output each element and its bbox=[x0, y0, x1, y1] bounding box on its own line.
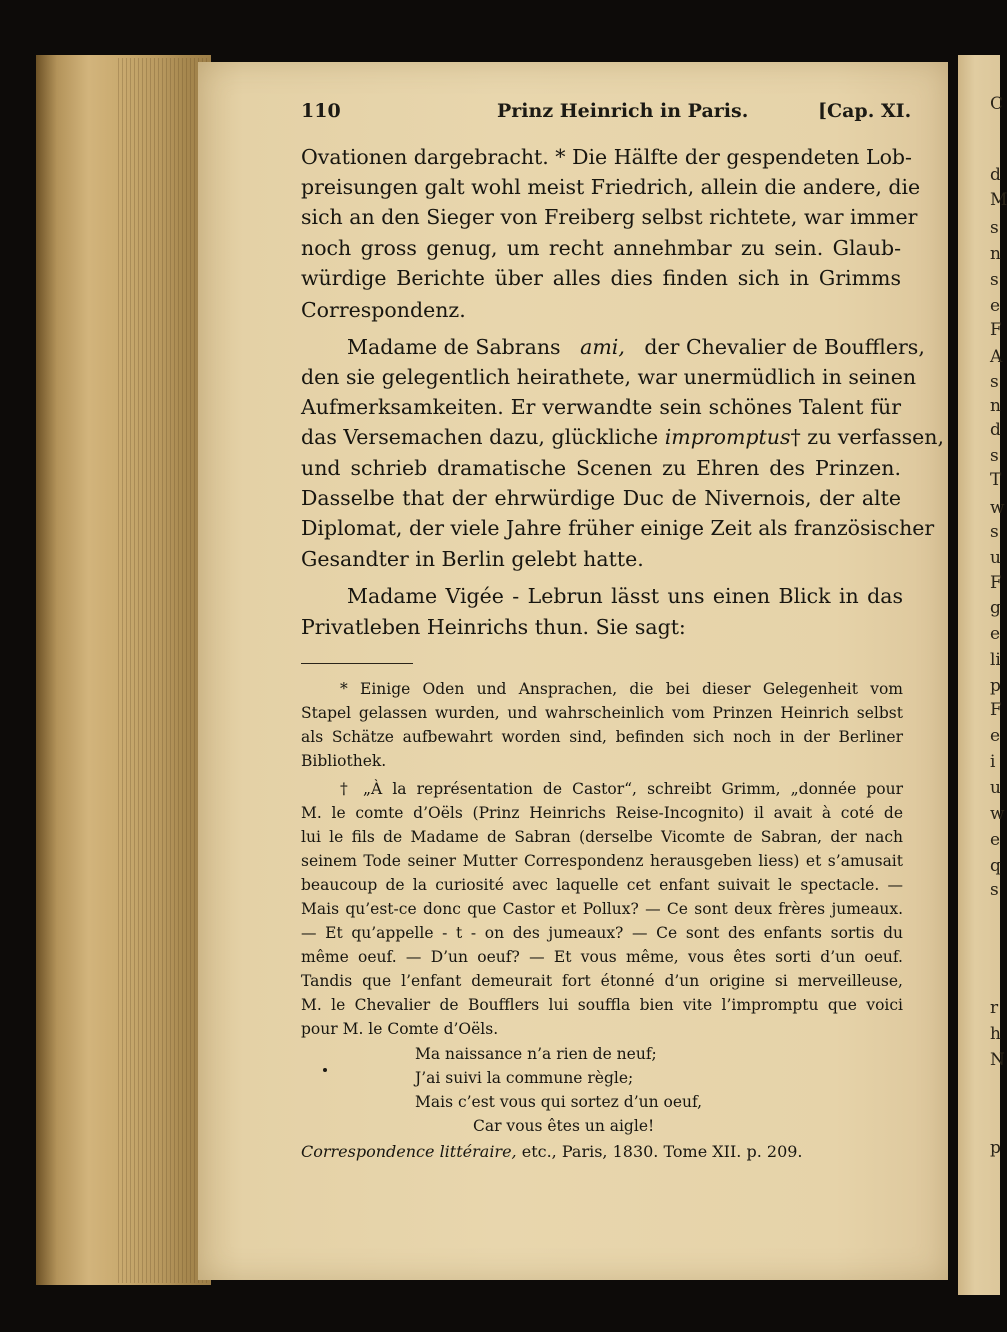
margin-letter: i bbox=[990, 752, 996, 772]
margin-letter: F bbox=[990, 573, 1002, 593]
footnote-line: Bibliothek. bbox=[301, 752, 387, 770]
margin-letter: r bbox=[990, 998, 999, 1018]
footnote-line: Stapel gelassen wurden, und wahrscheinlich vom Prinzen Heinrich selbst bbox=[301, 704, 903, 722]
margin-letter: w bbox=[990, 804, 1005, 824]
body-line: und schrieb dramatische Scenen zu Ehren des Prinzen. bbox=[301, 456, 901, 480]
footnote-line: beaucoup de la curiosité avec laquelle cet enfant suivait le spectacle. — bbox=[301, 876, 903, 894]
footnote-line: M. le comte d’Oëls (Prinz Heinrichs Reise-Incognito) il avait à coté de bbox=[301, 804, 903, 822]
margin-letter: li bbox=[990, 650, 1001, 670]
margin-letter: n bbox=[990, 244, 1001, 264]
margin-letter: N bbox=[990, 1050, 1005, 1070]
body-line: Ovationen dargebracht. * Die Hälfte der gespendeten Lob- bbox=[301, 145, 912, 169]
margin-letter: p bbox=[990, 1138, 1001, 1158]
margin-letter: F bbox=[990, 320, 1002, 340]
footnote-line: † „À la représentation de Castor“, schreibt Grimm, „donnée pour bbox=[340, 780, 903, 798]
italic-word: impromptus bbox=[664, 425, 791, 449]
footnote-line: Mais qu’est-ce donc que Castor et Pollux? — Ce sont deux frères jumeaux. bbox=[301, 900, 903, 918]
footnote-line: pour M. le Comte d’Oëls. bbox=[301, 1020, 499, 1038]
margin-letter: C bbox=[990, 94, 1004, 114]
body-line: noch gross genug, um recht annehmbar zu sein. Glaub- bbox=[301, 236, 901, 260]
page-stack-edge bbox=[118, 58, 208, 1283]
margin-letter: s bbox=[990, 270, 999, 290]
footnote-line: — Et qu’appelle - t - on des jumeaux? — Ce sont des enfants sortis du bbox=[301, 924, 903, 942]
margin-letter: u bbox=[990, 548, 1001, 568]
verse-line: Car vous êtes un aigle! bbox=[473, 1117, 655, 1135]
chapter-label: [Cap. XI. bbox=[818, 100, 912, 122]
margin-letter: T bbox=[990, 470, 1002, 490]
margin-letter: d bbox=[990, 420, 1001, 440]
body-line: Gesandter in Berlin gelebt hatte. bbox=[301, 547, 644, 571]
body-line-italic bbox=[301, 425, 945, 449]
margin-letter: q bbox=[990, 856, 1001, 876]
margin-letter: g bbox=[990, 598, 1001, 618]
body-line: Dasselbe that der ehrwürdige Duc de Nivernois, der alte bbox=[301, 486, 901, 510]
body-line: den sie gelegentlich heirathete, war unermüdlich in seinen bbox=[301, 365, 917, 389]
verse-line: Mais c’est vous qui sortez d’un oeuf, bbox=[415, 1093, 703, 1111]
page-number: 110 bbox=[301, 100, 341, 122]
margin-letter: s bbox=[990, 372, 999, 392]
margin-letter: e bbox=[990, 830, 1001, 850]
body-line: Aufmerksamkeiten. Er verwandte sein schönes Talent für bbox=[301, 395, 901, 419]
body-line-first bbox=[347, 335, 925, 359]
margin-letter: F bbox=[990, 700, 1002, 720]
margin-letter: M bbox=[990, 190, 1007, 210]
right-page-edge bbox=[958, 55, 1003, 1295]
verse-line: Ma naissance n’a rien de neuf; bbox=[415, 1045, 657, 1063]
footnote-line: M. le Chevalier de Boufflers lui souffla bien vite l’impromptu que voici bbox=[301, 996, 903, 1014]
source-rest: etc., Paris, 1830. Tome XII. p. 209. bbox=[521, 1142, 803, 1161]
footnote-line: seinem Tode seiner Mutter Correspondenz herausgeben liess) et s’amusait bbox=[301, 852, 903, 870]
margin-letter: e bbox=[990, 726, 1001, 746]
footnote-line: Tandis que l’enfant demeurait fort étonné d’un origine si merveilleuse, bbox=[301, 972, 903, 990]
footnote-rule bbox=[301, 663, 413, 664]
body-line: Diplomat, der viele Jahre früher einige Zeit als französischer bbox=[301, 516, 935, 540]
text-span: das Versemachen dazu, glückliche bbox=[301, 425, 659, 449]
margin-letter: d bbox=[990, 165, 1001, 185]
source-title: Correspondence littéraire, bbox=[301, 1142, 517, 1161]
body-line: sich an den Sieger von Freiberg selbst richtete, war immer bbox=[301, 205, 918, 229]
body-line: preisungen galt wohl meist Friedrich, allein die andere, die bbox=[301, 175, 921, 199]
footnote-line: lui le fils de Madame de Sabran (derselbe Vicomte de Sabran, der nach bbox=[301, 828, 903, 846]
source-citation bbox=[301, 1142, 803, 1161]
verse-line: J’ai suivi la commune règle; bbox=[415, 1069, 634, 1087]
margin-letter: u bbox=[990, 778, 1001, 798]
footnote-line: * Einige Oden und Ansprachen, die bei dieser Gelegenheit vom bbox=[340, 680, 903, 698]
margin-letter: s bbox=[990, 522, 999, 542]
text-span: † zu verfassen, bbox=[790, 425, 945, 449]
ink-speck bbox=[323, 1068, 327, 1072]
margin-letter: e bbox=[990, 624, 1001, 644]
margin-letter: p bbox=[990, 676, 1001, 696]
margin-letter: A bbox=[990, 347, 1003, 367]
body-line: würdige Berichte über alles dies finden sich in Grimms bbox=[301, 266, 901, 290]
margin-letter: n bbox=[990, 396, 1001, 416]
margin-letter: e bbox=[990, 296, 1001, 316]
body-line: Madame Vigée - Lebrun lässt uns einen Blick in das bbox=[347, 584, 903, 608]
footnote-line: même oeuf. — D’un oeuf? — Et vous même, vous êtes sorti d’un oeuf. bbox=[301, 948, 903, 966]
text-span: der Chevalier de Boufflers, bbox=[644, 335, 925, 359]
body-line: Correspondenz. bbox=[301, 298, 466, 322]
margin-letter: s bbox=[990, 446, 999, 466]
margin-letter: s bbox=[990, 880, 999, 900]
margin-letter: w bbox=[990, 498, 1005, 518]
running-title: Prinz Heinrich in Paris. bbox=[497, 100, 749, 122]
footnote-line: als Schätze aufbewahrt worden sind, befinden sich noch in der Berliner bbox=[301, 728, 903, 746]
margin-letter: s bbox=[990, 218, 999, 238]
italic-word: ami, bbox=[580, 335, 625, 359]
margin-letter: h bbox=[990, 1024, 1001, 1044]
body-line: Privatleben Heinrichs thun. Sie sagt: bbox=[301, 615, 686, 639]
text-span: Madame de Sabrans bbox=[347, 335, 561, 359]
